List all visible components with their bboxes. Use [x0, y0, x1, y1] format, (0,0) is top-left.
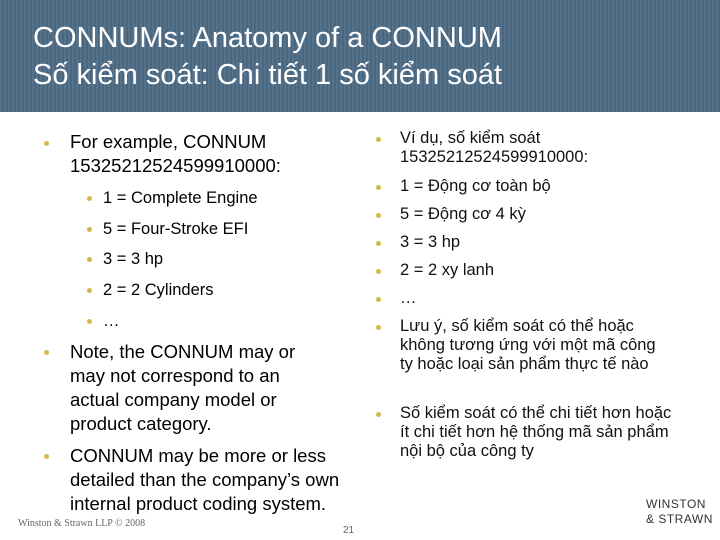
- vi-item: 2 = 2 xy lanh: [400, 261, 495, 279]
- sub-item: …: [103, 312, 120, 330]
- vi-item: Ví dụ, số kiểm soát 15325212524599910000:: [400, 129, 589, 166]
- title-english: CONNUMs: Anatomy of a CONNUM: [33, 22, 502, 54]
- bullet-icon: [376, 412, 381, 417]
- bullet-icon: [87, 227, 92, 232]
- sub-item: 2 = 2 Cylinders: [103, 281, 214, 299]
- page-number: 21: [343, 525, 355, 536]
- vi-item: 5 = Động cơ 4 kỳ: [400, 205, 526, 223]
- bullet-icon: [376, 297, 381, 302]
- bullet-icon: [376, 185, 381, 190]
- bullet-icon: [87, 288, 92, 293]
- bullet-icon: [44, 350, 49, 355]
- note-text: Note, the CONNUM may or may not correspond to an actual company model or product category.: [70, 341, 296, 434]
- logo-line-2: & STRAWN: [646, 512, 713, 526]
- bullet-icon: [87, 319, 92, 324]
- bullet-icon: [87, 257, 92, 262]
- bullet-icon: [44, 454, 49, 459]
- bullet-icon: [376, 325, 381, 330]
- vi-item: 1 = Động cơ toàn bộ: [400, 177, 551, 195]
- vi-item: …: [400, 289, 417, 307]
- detail-text: CONNUM may be more or less detailed than the company’s own internal product coding system.: [70, 445, 340, 514]
- vi-item: 3 = 3 hp: [400, 233, 461, 251]
- vi-item: Số kiểm soát có thể chi tiết hơn hoặc ít chi tiết hơn hệ thống mã sản phẩm nội bộ của công ty: [400, 404, 672, 460]
- bullet-icon: [376, 241, 381, 246]
- example-text: For example, CONNUM 15325212524599910000:: [70, 131, 281, 176]
- title-vietnamese: Số kiểm soát: Chi tiết 1 số kiểm soát: [33, 59, 503, 91]
- sub-item: 3 = 3 hp: [103, 250, 164, 268]
- bullet-icon: [376, 213, 381, 218]
- bullet-icon: [87, 196, 92, 201]
- sub-item: 1 = Complete Engine: [103, 189, 258, 207]
- bullet-icon: [44, 141, 49, 146]
- logo-line-1: WINSTON: [646, 497, 706, 511]
- bullet-icon: [376, 137, 381, 142]
- copyright: Winston & Strawn LLP © 2008: [18, 518, 146, 529]
- sub-item: 5 = Four-Stroke EFI: [103, 220, 249, 238]
- winston-strawn-logo: [646, 497, 713, 527]
- title-banner: [0, 0, 720, 112]
- vi-item: Lưu ý, số kiểm soát có thể hoặc không tương ứng với một mã công ty hoặc loại sản phẩm thực tế nào: [400, 317, 656, 373]
- bullet-icon: [376, 269, 381, 274]
